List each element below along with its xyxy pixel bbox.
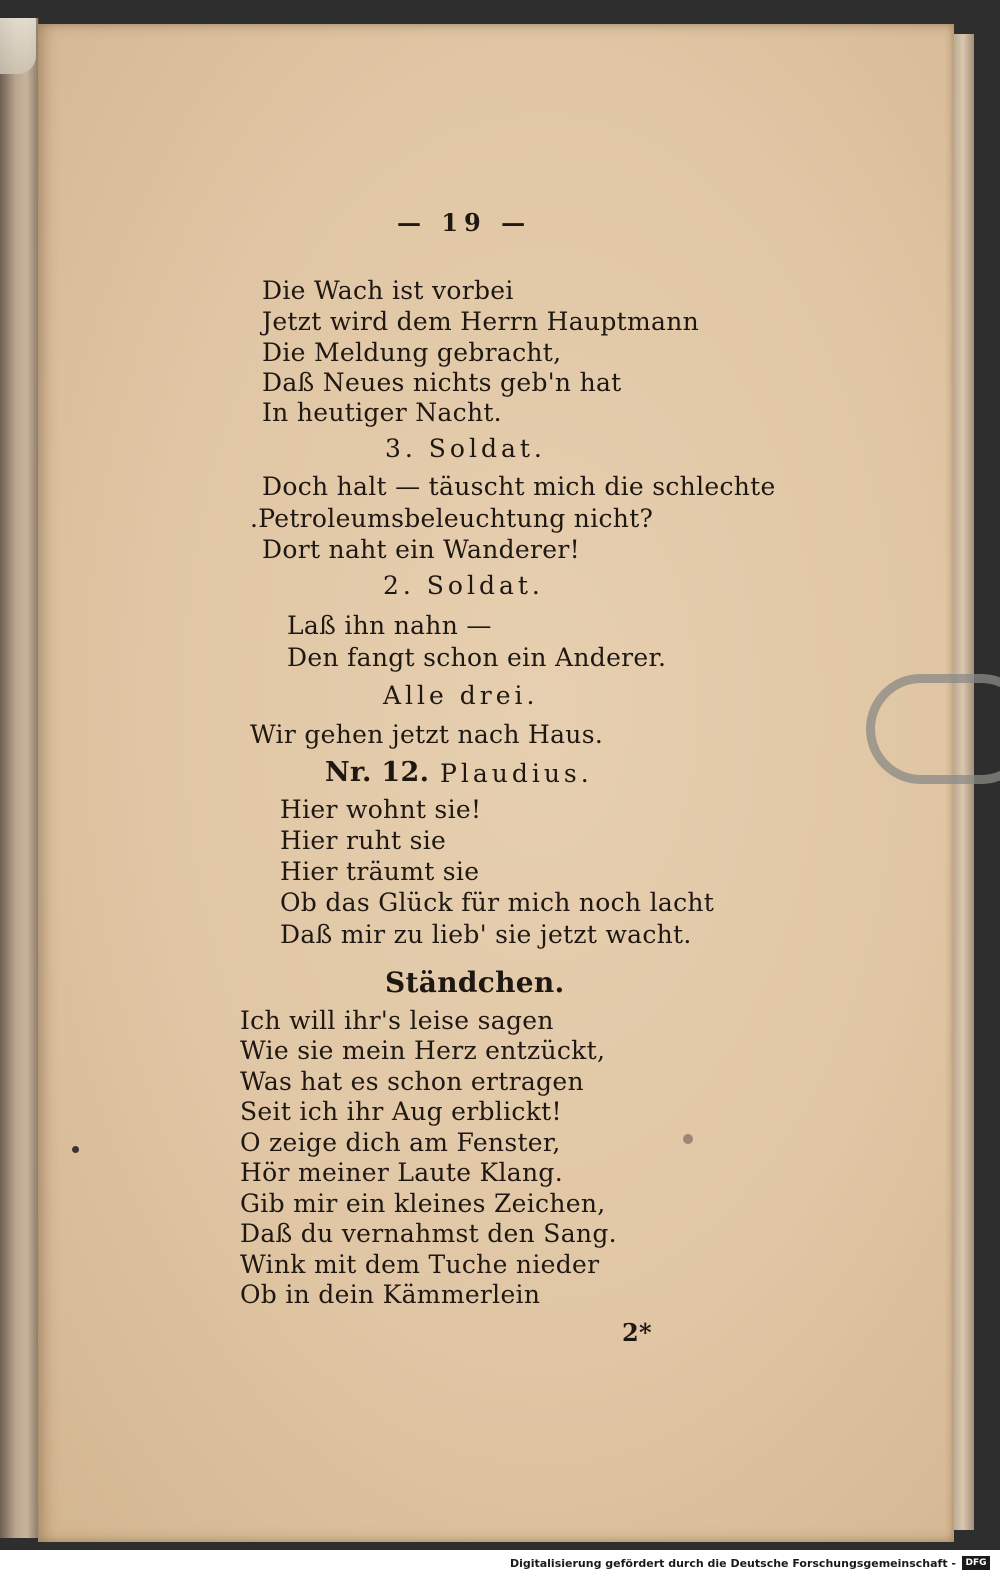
verse-line: Hör meiner Laute Klang. xyxy=(240,1158,563,1187)
verse-line: Gib mir ein kleines Zeichen, xyxy=(240,1189,606,1218)
verse-line: Daß Neues nichts geb'n hat xyxy=(262,368,622,397)
previous-page-corner xyxy=(0,18,36,74)
verse-line: Hier wohnt sie! xyxy=(280,795,482,824)
ink-speck xyxy=(683,1134,693,1144)
verse-line: Die Wach ist vorbei xyxy=(262,276,514,305)
verse-line: Hier träumt sie xyxy=(280,857,480,886)
number-heading: Nr. 12. xyxy=(325,757,430,788)
speaker-label: Alle drei. xyxy=(383,681,539,710)
page-number: — 19 — xyxy=(397,208,532,237)
verse-line: Wink mit dem Tuche nieder xyxy=(240,1250,600,1279)
verse-line: Wir gehen jetzt nach Haus. xyxy=(250,720,604,749)
ink-speck xyxy=(72,1146,79,1153)
verse-line: Daß mir zu lieb' sie jetzt wacht. xyxy=(280,920,692,949)
speaker-label: Plaudius. xyxy=(440,759,593,788)
speaker-label: 3. Soldat. xyxy=(385,434,546,463)
verse-line: Wie sie mein Herz entzückt, xyxy=(240,1036,606,1065)
verse-line: Was hat es schon ertragen xyxy=(240,1067,584,1096)
verse-line: Daß du vernahmst den Sang. xyxy=(240,1219,617,1248)
verse-line: Hier ruht sie xyxy=(280,826,447,855)
verse-line: In heutiger Nacht. xyxy=(262,398,502,427)
verse-line: Den fangt schon ein Anderer. xyxy=(287,643,667,672)
verse-line: Die Meldung gebracht, xyxy=(262,338,562,367)
speaker-label: 2. Soldat. xyxy=(383,571,544,600)
footer-bar xyxy=(0,1550,1000,1590)
verse-line: Ob das Glück für mich noch lacht xyxy=(280,888,715,917)
page-clip xyxy=(866,674,1000,784)
verse-line: Jetzt wird dem Herrn Hauptmann xyxy=(262,307,699,336)
footer-credit: Digitalisierung gefördert durch die Deutsche Forschungsgemeinschaft - xyxy=(509,1557,956,1570)
verse-line: Ob in dein Kämmerlein xyxy=(240,1280,541,1309)
verse-line: O zeige dich am Fenster, xyxy=(240,1128,561,1157)
verse-line: Seit ich ihr Aug erblickt! xyxy=(240,1097,562,1126)
verse-line: Dort naht ein Wanderer! xyxy=(262,535,580,564)
signature-mark: 2* xyxy=(622,1318,652,1347)
verse-line: Laß ihn nahn — xyxy=(287,611,492,640)
verse-line: Ich will ihr's leise sagen xyxy=(240,1006,554,1035)
song-title: Ständchen. xyxy=(385,966,565,999)
book-spine xyxy=(0,18,39,1538)
verse-line: Doch halt — täuscht mich die schlechte xyxy=(262,472,776,501)
verse-line: .Petroleumsbeleuchtung nicht? xyxy=(250,504,654,533)
dfg-logo: DFG xyxy=(962,1556,990,1570)
